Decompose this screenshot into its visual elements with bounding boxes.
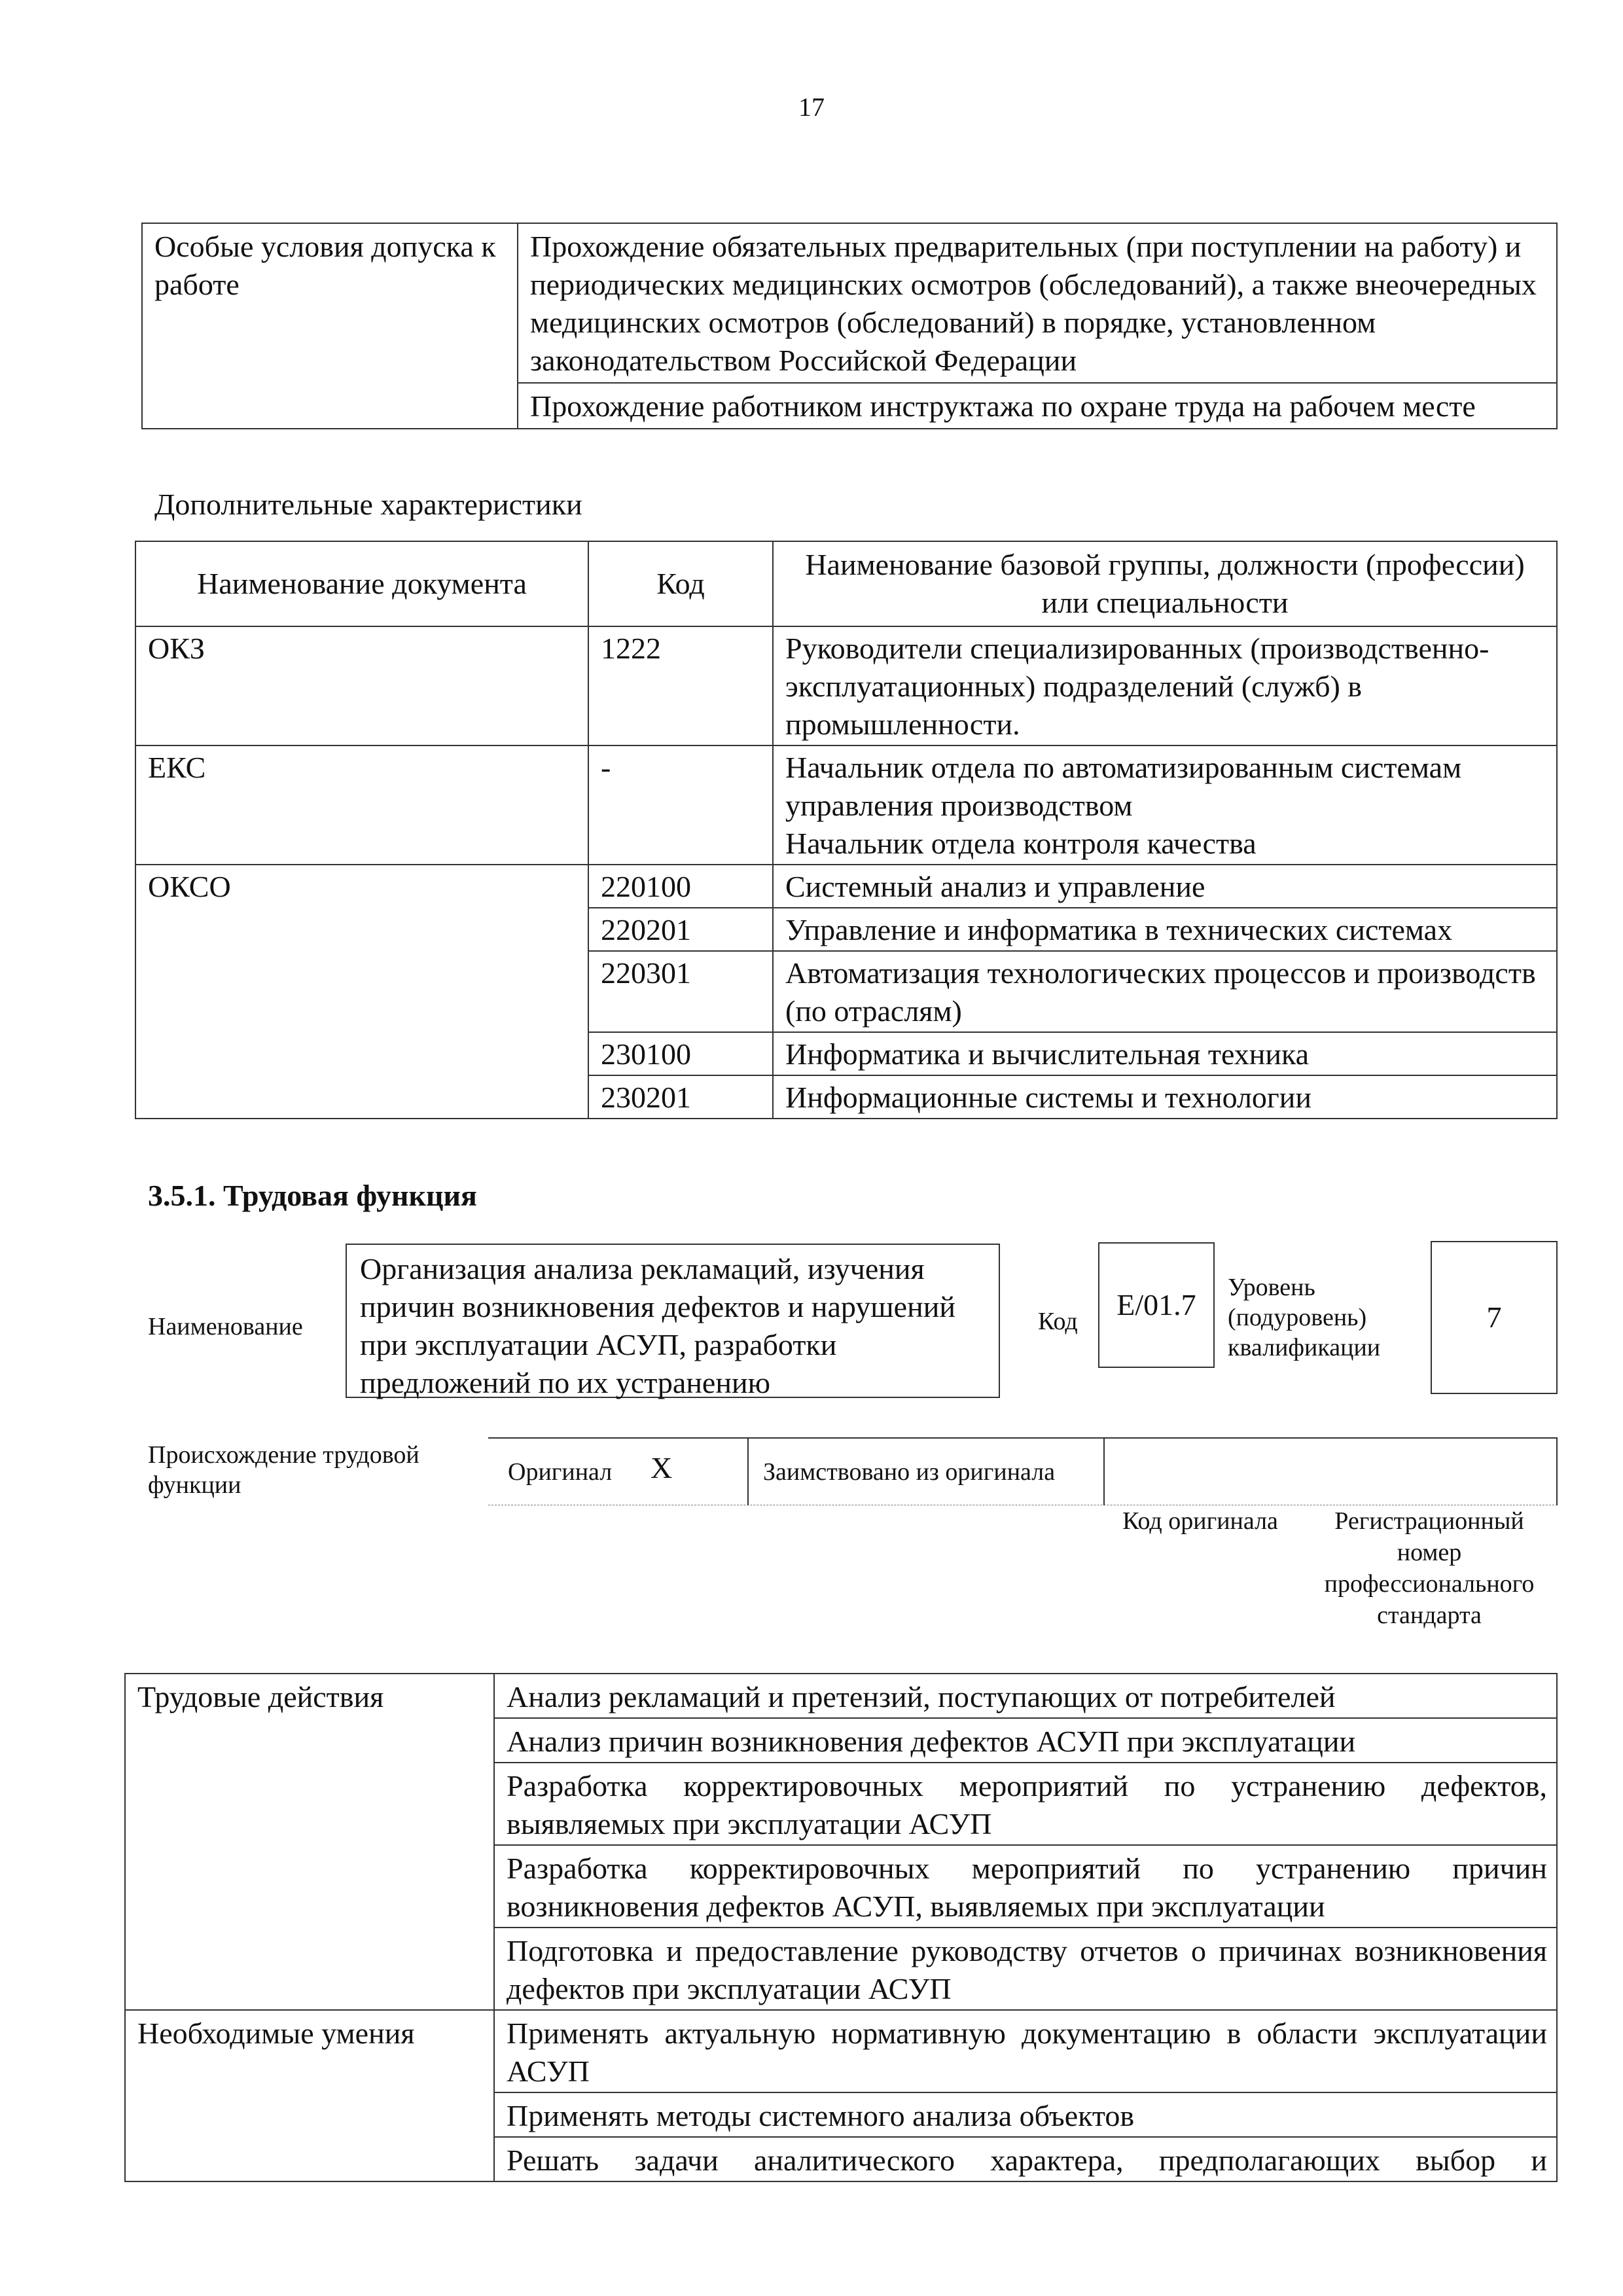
name-cell: Автоматизация технологических процессов и производств (по отраслям)	[773, 951, 1557, 1032]
origin-label: Происхождение трудовой функции	[148, 1441, 419, 1499]
admission-table	[141, 223, 1558, 429]
skill-item: Применять методы системного анализа объектов	[494, 2092, 1557, 2137]
name-cell: Системный анализ и управление	[773, 865, 1557, 908]
code-cell: 220201	[588, 908, 773, 951]
doc-cell: ОКЗ	[135, 626, 588, 745]
additional-table	[135, 541, 1558, 1119]
table-row	[135, 626, 1557, 745]
action-item: Подготовка и предоставление руководству отчетов о причинах возникновения дефектов при эксплуатации АСУП	[494, 1928, 1557, 2010]
code-cell: 230201	[588, 1075, 773, 1119]
level-label: Уровень (подуровень) квалификации	[1228, 1274, 1381, 1361]
page-number: 17	[798, 92, 825, 122]
table-row	[135, 745, 1557, 865]
col-name-header: Наименование базовой группы, должности (профессии) или специальности	[773, 541, 1557, 626]
function-code: E/01.7	[1098, 1242, 1215, 1368]
origin-divider	[1556, 1437, 1558, 1505]
table-row	[135, 865, 1557, 908]
code-caption: Код оригинала	[1122, 1507, 1278, 1535]
doc-cell: ОКСО	[135, 865, 588, 1119]
code-cell: 1222	[588, 626, 773, 745]
actions-label: Трудовые действия	[125, 1674, 494, 2010]
col-doc-header: Наименование документа	[135, 541, 588, 626]
admission-condition: Прохождение работником инструктажа по охране труда на рабочем месте	[518, 383, 1557, 429]
name-cell: Руководители специализированных (производственно-эксплуатационных) подразделений (служб) в промышленности.	[773, 626, 1557, 745]
name-cell: Информатика и вычислительная техника	[773, 1032, 1557, 1075]
name-cell	[773, 745, 1557, 865]
action-item: Анализ причин возникновения дефектов АСУП при эксплуатации	[494, 1718, 1557, 1763]
reg-caption: Регистрационный номер профессионального стандарта	[1324, 1507, 1535, 1629]
action-item: Анализ рекламаций и претензий, поступающих от потребителей	[494, 1674, 1557, 1718]
borrowed-label: Заимствовано из оригинала	[763, 1458, 1056, 1486]
col-code-header: Код	[588, 541, 773, 626]
original-mark: X	[651, 1451, 673, 1484]
doc-cell: ЕКС	[135, 745, 588, 865]
code-label: Код	[1038, 1308, 1078, 1335]
original-label: Оригинал	[508, 1458, 613, 1486]
admission-condition: Прохождение обязательных предварительных (при поступлении на работу) и периодических медицинских осмотров (обследований), а также внеочередных медицинских осмотров (обследований) в порядке, установленном законодательством Российской Федерации	[518, 223, 1557, 383]
skill-item: Применять актуальную нормативную документацию в области эксплуатации АСУП	[494, 2010, 1557, 2092]
section-title: 3.5.1. Трудовая функция	[148, 1179, 477, 1212]
name-cell: Информационные системы и технологии	[773, 1075, 1557, 1119]
action-item: Разработка корректировочных мероприятий по устранению дефектов, выявляемых при эксплуатации АСУП	[494, 1763, 1557, 1845]
code-cell: -	[588, 745, 773, 865]
level-value: 7	[1431, 1241, 1558, 1394]
origin-divider	[747, 1437, 749, 1505]
admission-label: Особые условия допуска к работе	[142, 223, 518, 429]
skill-item: Решать задачи аналитического характера, предполагающих выбор и	[494, 2137, 1557, 2181]
action-item: Разработка корректировочных мероприятий по устранению причин возникновения дефектов АСУП, выявляемых при эксплуатации	[494, 1845, 1557, 1928]
additional-heading: Дополнительные характеристики	[154, 488, 582, 521]
details-table	[124, 1673, 1558, 2182]
code-cell: 220301	[588, 951, 773, 1032]
name-cell: Управление и информатика в технических системах	[773, 908, 1557, 951]
name-line: Начальник отдела контроля качества	[785, 827, 1257, 860]
origin-divider	[1103, 1437, 1105, 1505]
code-cell: 220100	[588, 865, 773, 908]
name-label: Наименование	[148, 1313, 303, 1340]
function-name: Организация анализа рекламаций, изучения причин возникновения дефектов и нарушений при эксплуатации АСУП, разработки предложений по их устранению	[346, 1244, 1000, 1398]
name-line: Начальник отдела по автоматизированным системам управления производством	[785, 751, 1462, 822]
skills-label: Необходимые умения	[125, 2010, 494, 2181]
code-cell: 230100	[588, 1032, 773, 1075]
